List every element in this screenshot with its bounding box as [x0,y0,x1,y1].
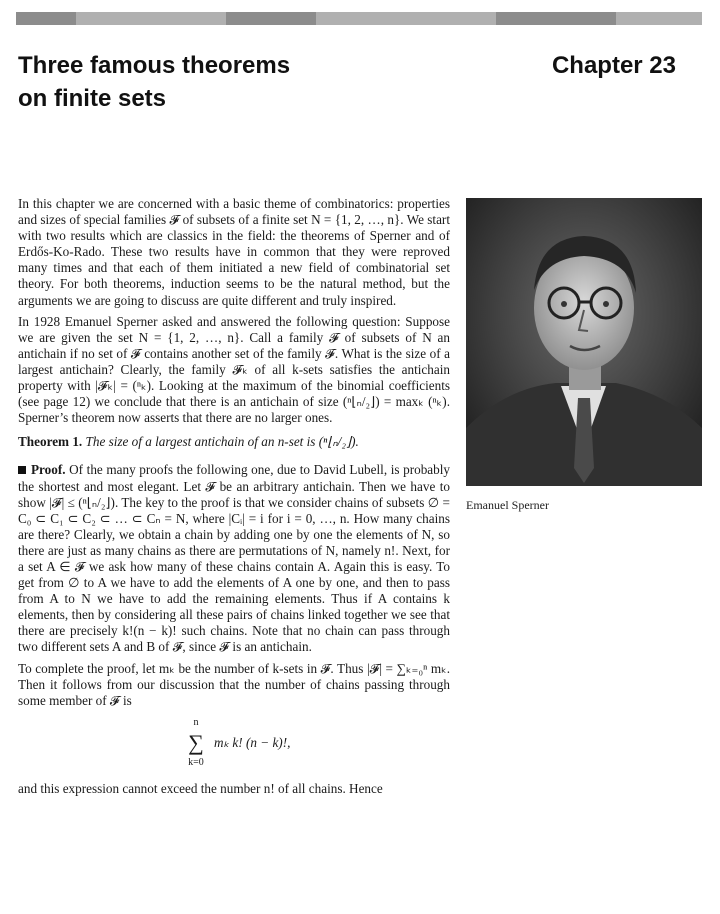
sum-formula [18,715,450,771]
paragraph-intro: In this chapter we are concerned with a basic theme of combinatorics: properties and sizes of special families 𝓕 of subsets of a finite set N = {1, 2, …, n}. We start with two results which are classics in the field: the theorems of Sperner and of Erdős-Ko-Rado. These two results have in common that they were reproved many times and that each of them initiated a new field of combinatorial set theory. For both theorems, induction seems to be the natural method, but the arguments we are going to discuss are quite different and truly inspired. [18,196,450,308]
sum-lower-limit: k=0 [188,756,204,768]
theorem-1 [18,434,450,450]
sperner-portrait [466,198,702,486]
paragraph-sperner-question: In 1928 Emanuel Sperner asked and answered the following question: Suppose we are given the set N = {1, 2, …, n}. Call a family 𝓕 of subsets of N an antichain if no set of 𝓕 contains another set of the family 𝓕. What is the size of a largest antichain? Clearly, the family 𝓕ₖ of all k-sets satisfies the antichain property with |𝓕ₖ| = (ⁿₖ). Looking at the maximum of the binomial coefficients (see page 12) we conclude that there is an antichain of size (ⁿ⌊ₙ/₂⌋) = maxₖ (ⁿₖ). Sperner’s theorem now asserts that there are no larger ones. [18,313,450,426]
theorem-statement: The size of a largest antichain of an n-set is (ⁿ⌊ₙ/₂⌋). [85,434,359,450]
theorem-label: Theorem 1. [18,434,83,450]
sum-upper-limit: n [193,716,199,728]
proof [18,462,450,655]
header-bar [16,12,702,25]
sum-operator [188,715,204,771]
paragraph-complete-proof: To complete the proof, let mₖ be the number of k-sets in 𝓕. Thus |𝓕| = ∑ₖ₌₀ⁿ mₖ. Then it follows from our discussion that the number of chains passing through some member of 𝓕 is [18,660,450,708]
proof-label: Proof. [31,462,66,478]
paragraph-conclusion: and this expression cannot exceed the number n! of all chains. Hence [18,780,383,796]
title-line-2: on finite sets [18,85,167,112]
title-line-1: Three famous theorems [18,52,291,79]
sum-expression: mₖ k! (n − k)!, [214,734,291,750]
chapter-number: Chapter 23 [551,52,676,79]
portrait-caption: Emanuel Sperner [466,498,549,512]
chapter-title [18,49,290,115]
sigma-symbol: ∑ [188,729,204,755]
main-text [18,196,450,802]
proof-bullet-icon [18,466,26,474]
portrait-image [466,198,702,486]
proof-text: Of the many proofs the following one, due to David Lubell, is probably the shortest and most elegant. Let 𝓕 be an arbitrary antichain. Then we have to show |𝓕| ≤ (ⁿ⌊ₙ/₂⌋). The key to the proof is that we consider chains of subsets ∅ = C₀ ⊂ C₁ ⊂ C₂ ⊂ … ⊂ Cₙ = N, where |Cᵢ| = i for i = 0, …, n. How many chains are there? Clearly, we obtain a chain by adding one by one the elements of N, so there are just as many chains as there are permutations of N, namely n!. Next, for a set A ∈ 𝓕 we ask how many of these chains contain A. Again this is easy. To get from ∅ to A we have to add the elements of A one by one, and then to pass from A to N we have to add the remaining elements. Thus if A contains k elements, then by considering all these pairs of chains linked together we see that there are precisely k!(n − k)! such chains. Note that no chain can pass through two different sets A and B of 𝓕, since 𝓕 is an antichain. [18,462,450,655]
